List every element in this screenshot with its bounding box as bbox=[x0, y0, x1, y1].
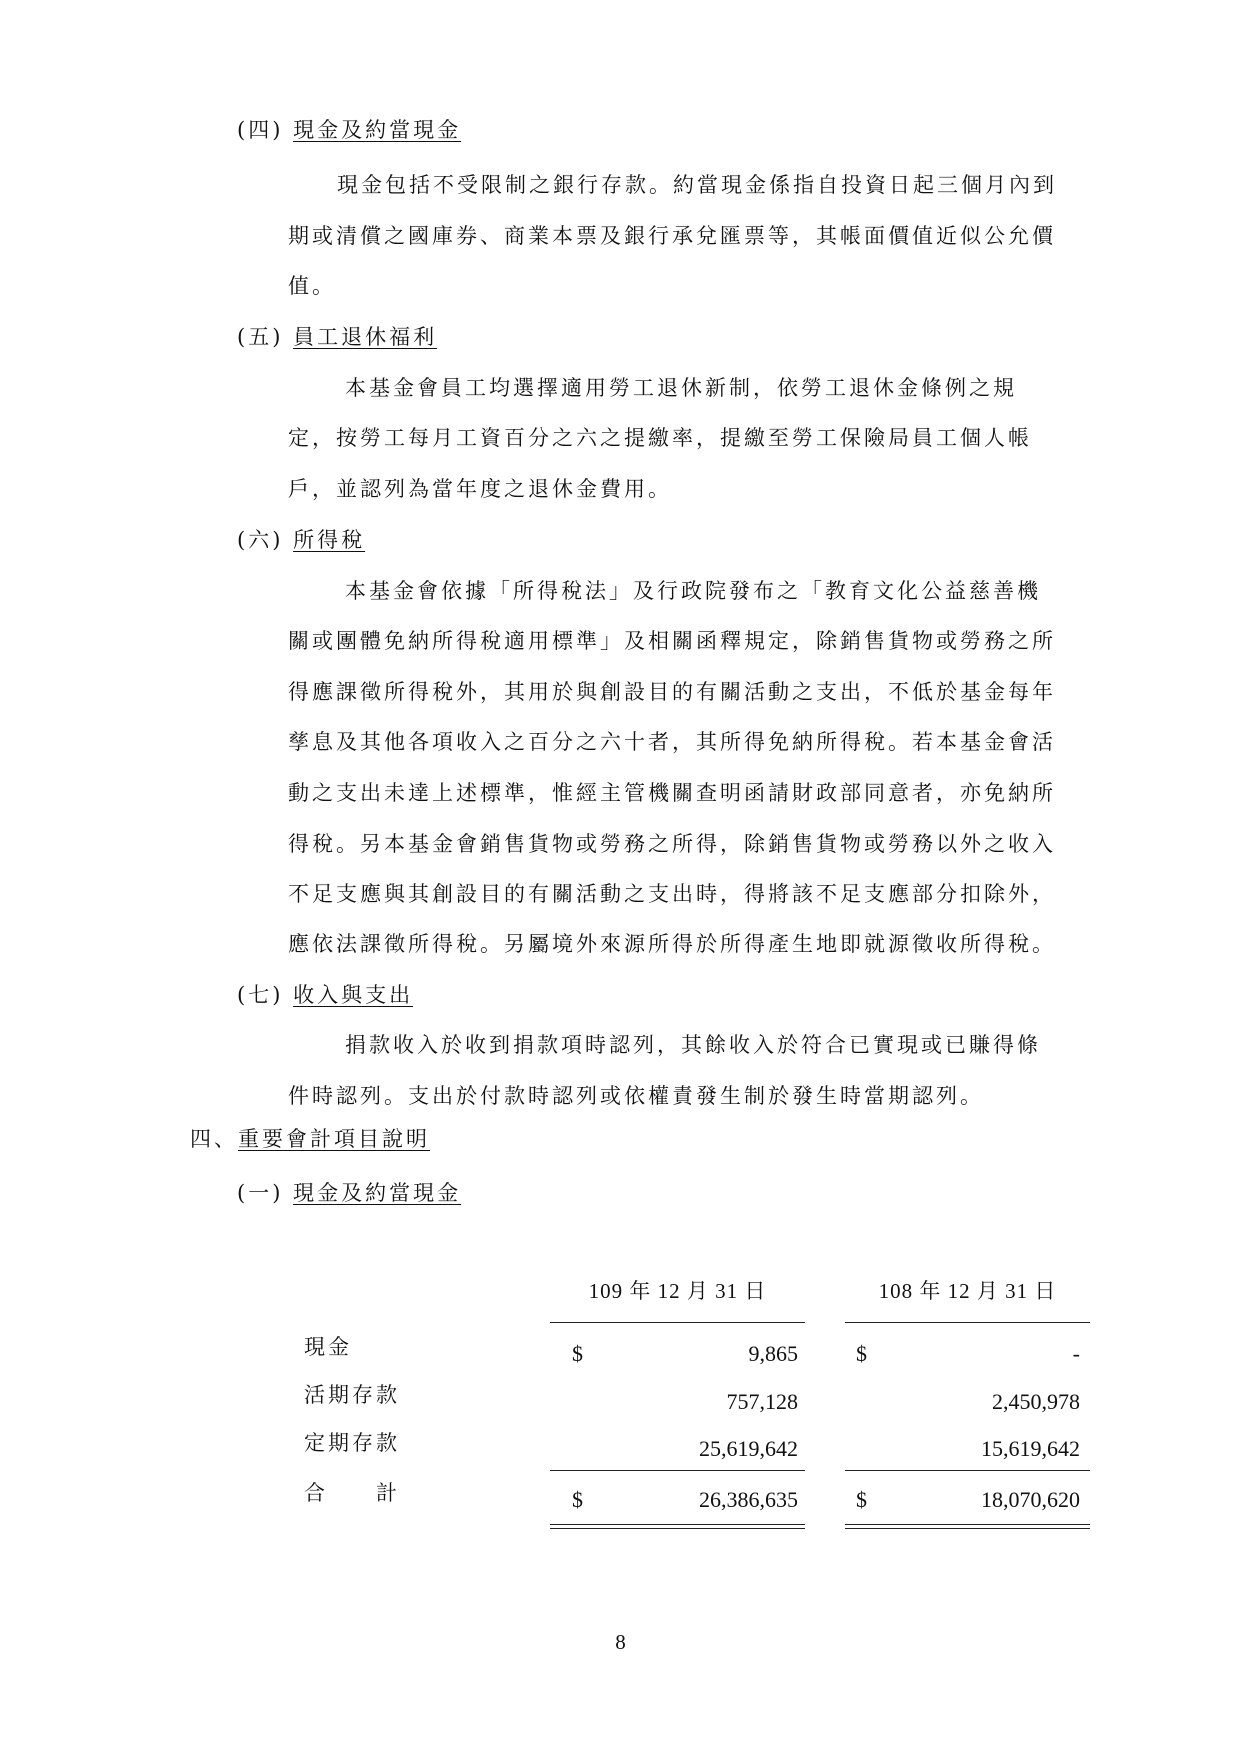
paragraph-line: 應依法課徵所得稅。另屬境外來源所得於所得產生地即就源徵收所得稅。 bbox=[288, 932, 1056, 956]
header-rule bbox=[845, 1322, 1090, 1323]
paragraph-line: 動之支出未達上述標準，惟經主管機關查明函請財政部同意者，亦免納所 bbox=[288, 781, 1056, 805]
paragraph-line: 期或清償之國庫券、商業本票及銀行承兌匯票等，其帳面價值近似公允價 bbox=[288, 224, 1056, 248]
section-number: (四) bbox=[237, 118, 284, 142]
paragraph-line: 本基金會員工均選擇適用勞工退休新制，依勞工退休金條例之規 bbox=[345, 376, 1017, 400]
currency-symbol: $ bbox=[572, 1341, 583, 1366]
total-2020: 26,386,635 bbox=[699, 1487, 798, 1512]
paragraph-line: 定，按勞工每月工資百分之六之提繳率，提繳至勞工保險局員工個人帳 bbox=[288, 426, 1032, 450]
value-2019: - bbox=[1072, 1341, 1080, 1366]
section-4-heading bbox=[237, 115, 461, 145]
value-2019: 2,450,978 bbox=[992, 1389, 1080, 1414]
section-5-heading bbox=[237, 322, 437, 352]
section-number: (六) bbox=[237, 528, 284, 552]
paragraph-line: 孳息及其他各項收入之百分之六十者，其所得免納所得稅。若本基金會活 bbox=[288, 730, 1056, 754]
total-label: 合 計 bbox=[304, 1481, 400, 1505]
section-6-heading bbox=[237, 525, 365, 555]
currency-symbol: $ bbox=[856, 1487, 867, 1512]
row-label: 活期存款 bbox=[304, 1383, 400, 1407]
section-title: 員工退休福利 bbox=[293, 325, 438, 349]
value-2020: 9,865 bbox=[748, 1341, 798, 1366]
row-label: 定期存款 bbox=[304, 1431, 400, 1455]
paragraph-line: 本基金會依據「所得稅法」及行政院發布之「教育文化公益慈善機 bbox=[345, 579, 1041, 603]
subsection-title: 現金及約當現金 bbox=[293, 1181, 462, 1205]
currency-symbol: $ bbox=[856, 1341, 867, 1366]
subsection-number: (一) bbox=[237, 1181, 284, 1205]
value-2020: 757,128 bbox=[726, 1389, 798, 1414]
paragraph-line: 捐款收入於收到捐款項時認列，其餘收入於符合已實現或已賺得條 bbox=[345, 1033, 1041, 1057]
part-title: 重要會計項目說明 bbox=[238, 1127, 430, 1151]
total-double-rule bbox=[845, 1524, 1090, 1529]
col-header-2020: 109 年 12 月 31 日 bbox=[588, 1279, 767, 1303]
col-header-2019: 108 年 12 月 31 日 bbox=[878, 1279, 1057, 1303]
section-number: (七) bbox=[237, 983, 284, 1007]
paragraph-line: 關或團體免納所得稅適用標準」及相關函釋規定，除銷售貨物或勞務之所 bbox=[288, 629, 1056, 653]
paragraph-line: 戶，並認列為當年度之退休金費用。 bbox=[288, 477, 672, 501]
value-2020: 25,619,642 bbox=[699, 1436, 798, 1461]
paragraph-line: 件時認列。支出於付款時認列或依權責發生制於發生時當期認列。 bbox=[288, 1084, 984, 1108]
section-title: 收入與支出 bbox=[293, 983, 414, 1007]
total-2019: 18,070,620 bbox=[981, 1487, 1080, 1512]
paragraph-line: 不足支應與其創設目的有關活動之支出時，得將該不足支應部分扣除外， bbox=[288, 882, 1056, 906]
page-number: 8 bbox=[615, 1630, 626, 1654]
section-7-heading bbox=[237, 980, 413, 1010]
section-number: (五) bbox=[237, 325, 284, 349]
paragraph-line: 得稅。另本基金會銷售貨物或勞務之所得，除銷售貨物或勞務以外之收入 bbox=[288, 832, 1056, 856]
paragraph-line: 現金包括不受限制之銀行存款。約當現金係指自投資日起三個月內到 bbox=[337, 173, 1057, 197]
header-rule bbox=[550, 1322, 805, 1323]
section-title: 現金及約當現金 bbox=[293, 118, 462, 142]
section-title: 所得稅 bbox=[293, 528, 366, 552]
subtotal-rule bbox=[845, 1470, 1090, 1471]
currency-symbol: $ bbox=[572, 1487, 583, 1512]
value-2019: 15,619,642 bbox=[981, 1436, 1080, 1461]
subtotal-rule bbox=[550, 1470, 805, 1471]
part-4-heading bbox=[190, 1124, 430, 1154]
subsection-1-heading bbox=[237, 1178, 461, 1208]
paragraph-line: 值。 bbox=[288, 274, 336, 298]
total-double-rule bbox=[550, 1524, 805, 1529]
paragraph-line: 得應課徵所得稅外，其用於與創設目的有關活動之支出，不低於基金每年 bbox=[288, 680, 1056, 704]
row-label: 現金 bbox=[304, 1335, 352, 1359]
part-number: 四、 bbox=[190, 1127, 238, 1151]
